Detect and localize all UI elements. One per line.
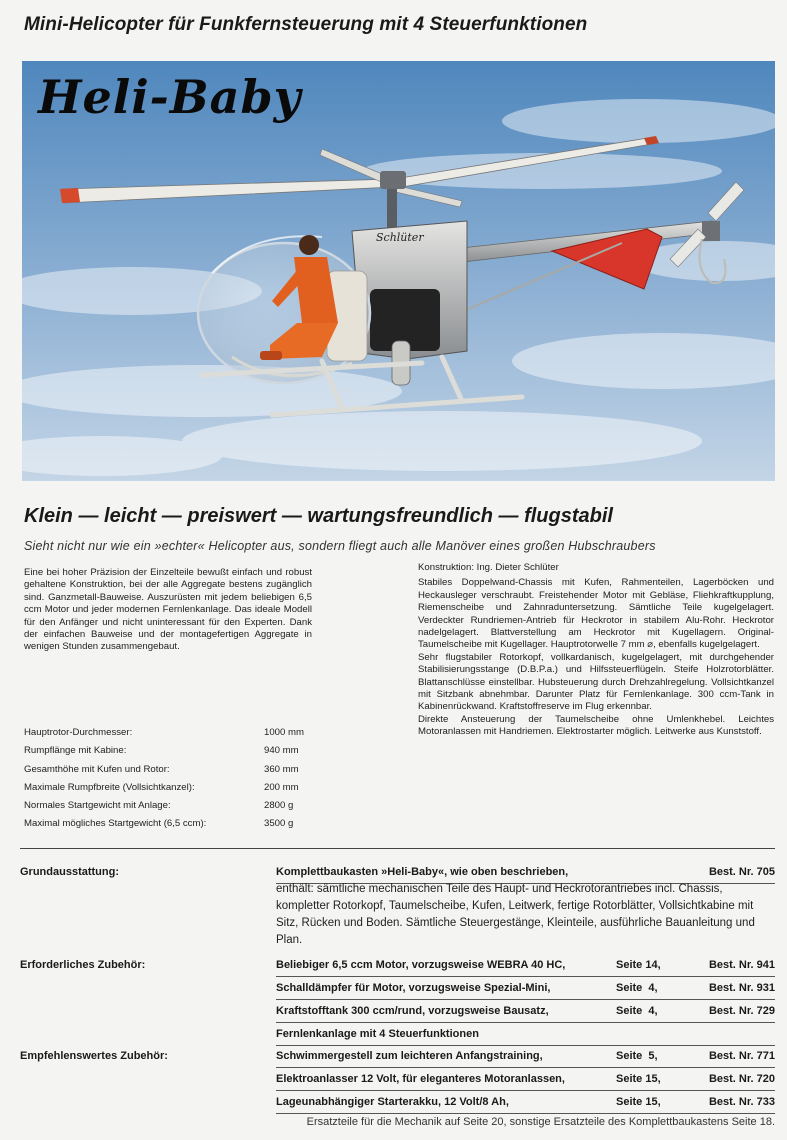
- order-page: Seite 14,: [616, 959, 661, 971]
- order-item: Lageunabhängiger Starterakku, 12 Volt/8 Ah,: [276, 1096, 509, 1108]
- recommended-accessories-list: [276, 1045, 775, 1114]
- order-row: [276, 1000, 775, 1023]
- left-description: Eine bei hoher Präzision der Einzelteile bewußt einfach und robust gehaltene Konstruktion, bei der alle Aggregate bestens zugänglich sind. Ganzmetall-Bauweise. Auszurüsten mit jedem beliebigen 6,5 ccm Motor und jeder modernen Fernlenkanlage. Das ideale Modell für den Anfänger und nicht uninteressant für den Experten. Dank der einfachen Bauweise und der montagefertigen Aggregate in wenigen Stunden zusammengebaut.: [24, 567, 312, 653]
- spec-value: 940 mm: [264, 745, 299, 757]
- order-item: Beliebiger 6,5 ccm Motor, vorzugsweise WEBRA 40 HC,: [276, 959, 566, 971]
- tail-logo: Schlüter: [376, 231, 424, 244]
- subtagline: Sieht nicht nur wie ein »echter« Helicopter aus, sondern fliegt auch alle Manöver eines großen Hubschraubers: [24, 539, 656, 553]
- spec-row: [24, 727, 314, 745]
- spec-value: 2800 g: [264, 800, 294, 812]
- spec-row: [24, 818, 314, 836]
- spec-label: Normales Startgewicht mit Anlage:: [24, 800, 171, 812]
- order-page: Seite 4,: [616, 982, 658, 994]
- order-number: Best. Nr. 705: [708, 866, 775, 878]
- spec-value: 1000 mm: [264, 727, 304, 738]
- spec-value: 360 mm: [264, 763, 299, 775]
- order-row: [276, 1091, 775, 1114]
- order-row: [276, 954, 775, 977]
- spec-row: [24, 782, 314, 800]
- order-row: [276, 977, 775, 1000]
- helicopter-illustration: [22, 61, 775, 481]
- order-page: Seite 5,: [616, 1050, 658, 1062]
- order-number: Best. Nr. 771: [708, 1050, 775, 1062]
- right-description: [418, 562, 774, 739]
- order-item: Komplettbaukasten »Heli-Baby«, wie oben beschrieben,: [276, 866, 569, 878]
- spec-value: 200 mm: [264, 781, 299, 793]
- spec-label: Rumpflänge mit Kabine:: [24, 745, 127, 757]
- order-page: Seite 4,: [616, 1005, 658, 1017]
- helicopter-photo: [22, 61, 775, 481]
- brand-logo: Heli-Baby: [38, 70, 302, 124]
- spec-value: 3500 g: [264, 818, 294, 830]
- order-row: [276, 1023, 775, 1046]
- required-accessories-list: [276, 954, 775, 1046]
- tagline: Klein — leicht — preiswert — wartungsfreundlich — flugstabil: [24, 505, 613, 527]
- designer-credit: Konstruktion: Ing. Dieter Schlüter: [418, 562, 559, 573]
- order-item: Schwimmergestell zum leichteren Anfangstraining,: [276, 1050, 543, 1062]
- rotor-paragraph: Sehr flugstabiler Rotorkopf, vollkardanisch, kugelgelagert, mit durchgehender Stabilisierungsstange (D.B.P.a.) und Hilfssteuerflügeln. Steife Holzrotorblätter. Blattanschlüsse einstellbar. Hubsteuerung durch Drehzahlregelung. Vollsichtkanzel mit Sitzbank abnehmbar. Darunter Platz für Fernlenkanlage. 300 ccm-Tank in Kabinenrückwand. Kraftstoffreserve im Flug erkennbar.: [418, 651, 774, 713]
- order-number: Best. Nr. 931: [708, 982, 775, 994]
- basic-equipment-contents: enthält: sämtliche mechanischen Teile des Haupt- und Heckrotorantriebes incl. Chassis, kompletter Rotorkopf, Taumelscheibe, Kufen, Leitwerk, fertige Rotorblätter, Vollsichtkabine mit Sitz, Rücken und Boden. Sämtliche Steuergestänge, Kleinteile, ausführliche Bauanleitung und Plan.: [276, 883, 755, 946]
- order-number: Best. Nr. 941: [708, 959, 775, 971]
- order-page: Seite 15,: [616, 1096, 661, 1108]
- spec-row: [24, 800, 314, 818]
- spec-row: [24, 764, 314, 782]
- construction-paragraph: Stabiles Doppelwand-Chassis mit Kufen, Rahmenteilen, Lagerböcken und Heckausleger verschraubt. Freistehender Motor mit Gebläse, Fliehkraftkupplung, Riemenscheibe und Zahnraduntersetzung. Sämtliche Teile kugelgelagert. Verdeckter Rundriemen-Antrieb für Heckrotor in stabilem Alu-Rohr. Heckrotor nadelgelagert. Blattverstellung am Heckrotor mit Kugellagern. Original-Taumelscheibe mit Kugellager. Hauptrotorwelle 7 mm ⌀, ebenfalls kugelgelagert.: [418, 577, 774, 651]
- order-item: Kraftstofftank 300 ccm/rund, vorzugsweise Bausatz,: [276, 1005, 549, 1017]
- control-paragraph: Direkte Ansteuerung der Taumelscheibe ohne Umlenkhebel. Leichtes Motoranlassen mit Handriemen. Elektrostarter möglich. Leitwerke aus Kunststoff.: [418, 713, 774, 738]
- spec-row: [24, 745, 314, 763]
- basic-equipment-label: Grundausstattung:: [20, 866, 119, 878]
- specs-table: [24, 727, 314, 837]
- section-divider: [20, 848, 775, 849]
- recommended-accessories-label: Empfehlenswertes Zubehör:: [20, 1050, 168, 1062]
- order-number: Best. Nr. 729: [708, 1005, 775, 1017]
- spec-label: Maximal mögliches Startgewicht (6,5 ccm):: [24, 818, 207, 830]
- required-accessories-label: Erforderliches Zubehör:: [20, 959, 146, 971]
- order-number: Best. Nr. 720: [708, 1073, 775, 1085]
- spare-parts-footer: Ersatzteile für die Mechanik auf Seite 20, sonstige Ersatzteile des Komplettbaukastens Seite 18.: [306, 1116, 775, 1128]
- spec-label: Maximale Rumpfbreite (Vollsichtkanzel):: [24, 781, 195, 793]
- page-title: Mini-Helicopter für Funkfernsteuerung mit 4 Steuerfunktionen: [24, 14, 588, 35]
- order-item: Schalldämpfer für Motor, vorzugsweise Spezial-Mini,: [276, 982, 551, 994]
- order-number: Best. Nr. 733: [708, 1096, 775, 1108]
- order-item: Fernlenkanlage mit 4 Steuerfunktionen: [276, 1028, 479, 1040]
- order-row: [276, 1068, 775, 1091]
- order-item: Elektroanlasser 12 Volt, für eleganteres Motoranlassen,: [276, 1073, 565, 1085]
- order-row: [276, 1045, 775, 1068]
- spec-label: Hauptrotor-Durchmesser:: [24, 727, 133, 738]
- order-page: Seite 15,: [616, 1073, 661, 1085]
- spec-label: Gesamthöhe mit Kufen und Rotor:: [24, 763, 170, 775]
